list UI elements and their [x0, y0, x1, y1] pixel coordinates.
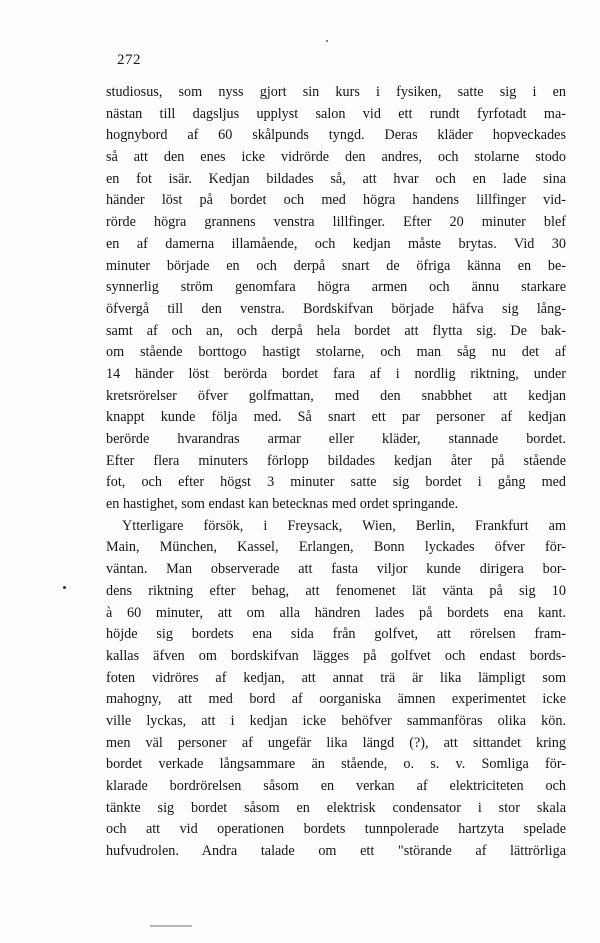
text-line: samt af och an, och derpå hela bordet att flytta sig. De bak- [106, 322, 566, 339]
ink-speck [326, 40, 328, 42]
text-line: tänkte sig bordet såsom en elektrisk condensator i stor skala [106, 799, 566, 816]
text-line: berörde hvarandras armar eller kläder, stannade bordet. [106, 431, 566, 447]
text-line: hognybord af 60 skålpunds tyngd. Deras kläder hopveckades [106, 127, 566, 144]
text-line: ville lyckas, att i kedjan icke behöfver sammanföras olika kön. [106, 712, 566, 729]
text-line: om stående borttogo hastigt stolarne, och man såg nu det af [106, 344, 566, 361]
text-line: höjde sig bordets ena sida från golfvet, att rörelsen fram- [106, 626, 566, 643]
text-line: Ytterligare försök, i Freysack, Wien, Berlin, Frankfurt am [122, 517, 566, 534]
text-line: så att den enes icke vidrörde den andres, och stolarne stodo [106, 149, 566, 166]
text-line: hufvudrolen. Andra talade om ett "störande af lättrörliga [106, 843, 566, 860]
text-line: en hastighet, som endast kan betecknas med ordet springande. [106, 496, 459, 513]
text-line: bordet verkade långsammare än stående, o. s. v. Somliga för- [106, 756, 566, 773]
margin-mark [63, 586, 66, 589]
text-line: klarade bordrörelsen såsom en verkan af elektriciteten och [106, 778, 566, 794]
text-line: rörde högra grannens venstra lillfinger. Efter 20 minuter blef [106, 214, 566, 231]
text-line: Efter flera minuters förlopp bildades kedjan åter på stående [106, 452, 566, 469]
text-line: och att vid operationen bordets tunnpolerade hartzyta spelade [106, 821, 566, 838]
text-line: Main, München, Kassel, Erlangen, Bonn lyckades öfver för- [106, 539, 566, 556]
text-line: à 60 minuter, att om alla händren lades på bordets ena kant. [106, 604, 566, 621]
text-line: 14 händer löst berörda bordet fara af i nordlig riktning, under [106, 365, 566, 382]
text-line: mahogny, att med bord af oorganiska ämnen experimentet icke [106, 691, 566, 708]
text-line: öfvergå till den venstra. Bordskifvan började häfva sig lång- [106, 300, 566, 317]
text-line: väntan. Man observerade att fasta viljor kunde dirigera bor- [106, 561, 566, 578]
text-line: minuter började en och derpå snart de öfriga känna en be- [106, 257, 566, 274]
text-line: dens riktning efter behag, att fenomenet lät vänta på sig 10 [106, 582, 566, 599]
text-line: synnerlig ström genomfara högra armen och ännu starkare [106, 279, 566, 296]
text-line: kretsrörelser öfver golfmattan, med den snabbhet att kedjan [106, 387, 566, 404]
text-line: knappt kunde följa med. Så snart ett par personer af kedjan [106, 409, 566, 426]
ink-smudge [150, 925, 192, 927]
page-number: 272 [117, 52, 141, 68]
text-line: foten vidröres af kedjan, att annat trä är lika lämpligt som [106, 669, 566, 686]
text-line: händer löst på bordet och med högra handens lillfinger vid- [106, 192, 566, 209]
text-line: men väl personer af ungefär lika längd (?), att sittandet kring [106, 734, 566, 751]
text-line: nästan till dagsljus upplyst salon vid ett rundt fyrfotadt ma- [106, 105, 566, 122]
text-line: en af damerna illamående, och kedjan måste brytas. Vid 30 [106, 235, 566, 252]
text-line: kallas äfven om bordskifvan lägges på golfvet och endast bords- [106, 647, 566, 664]
text-line: en fot isär. Kedjan bildades så, att hvar och en lade sina [106, 170, 566, 187]
text-line: fot, och efter högst 3 minuter satte sig bordet i gång med [106, 474, 566, 491]
body-text [106, 82, 566, 863]
text-line: studiosus, som nyss gjort sin kurs i fysiken, satte sig i en [106, 84, 566, 100]
